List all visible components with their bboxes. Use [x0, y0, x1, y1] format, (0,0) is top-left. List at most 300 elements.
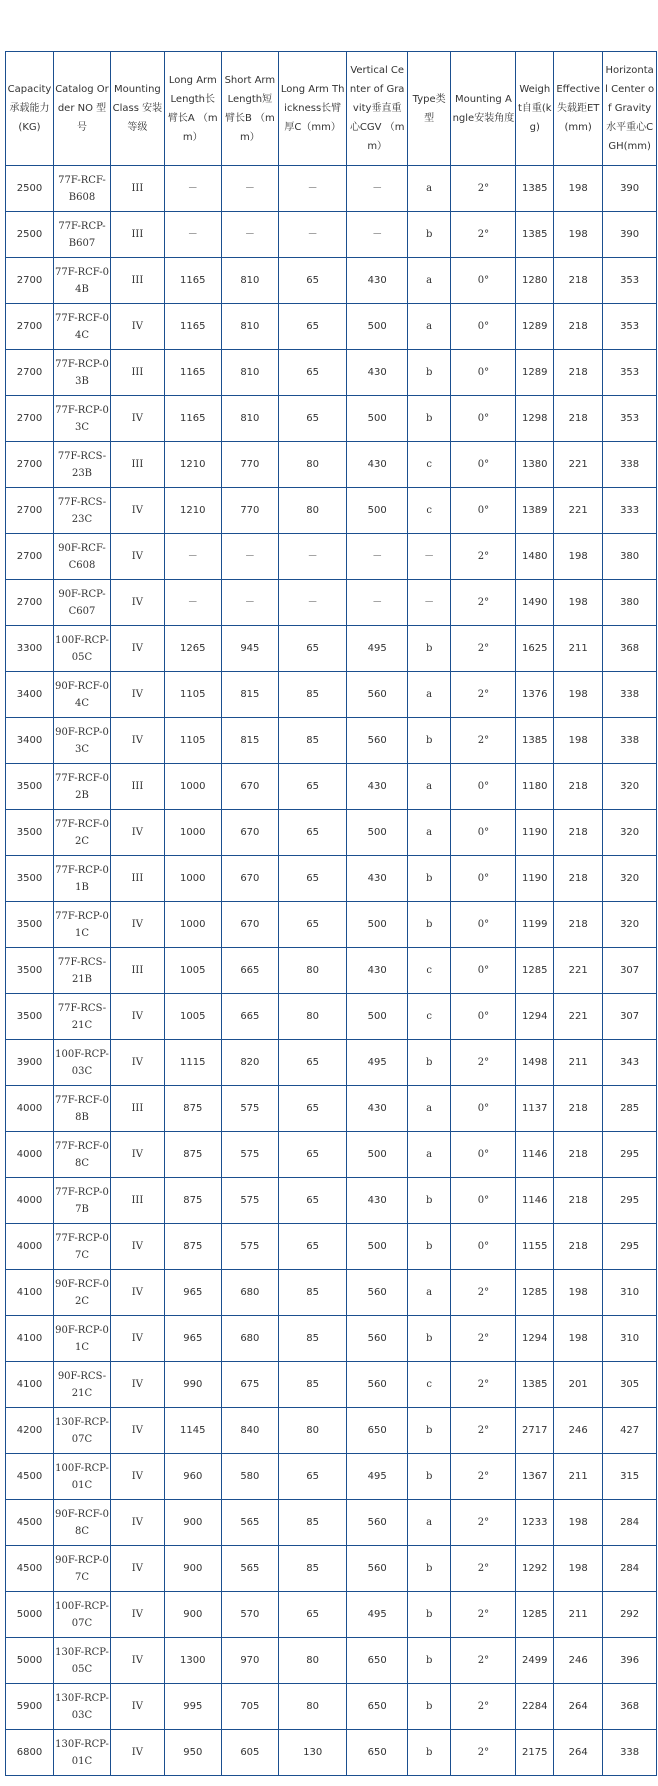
cell-vertical-cog: 560: [347, 718, 408, 764]
table-row: [6, 856, 657, 902]
cell-weight: 1385: [516, 166, 554, 212]
cell-weight: 2717: [516, 1408, 554, 1454]
cell-mounting-class: III: [111, 948, 165, 994]
cell-mounting-class: IV: [111, 672, 165, 718]
cell-type: b: [407, 1040, 450, 1086]
cell-mounting-angle: 0°: [451, 1178, 516, 1224]
cell-mounting-angle: 2°: [451, 626, 516, 672]
cell-effective-et: 198: [554, 1316, 603, 1362]
cell-horizontal-cog: 343: [603, 1040, 657, 1086]
cell-type: a: [407, 672, 450, 718]
cell-catalog-order-no: 100F-RCP-05C: [53, 626, 110, 672]
cell-mounting-class: IV: [111, 1316, 165, 1362]
cell-long-arm-length: －: [164, 212, 221, 258]
cell-catalog-order-no: 77F-RCF-04B: [53, 258, 110, 304]
table-row: [6, 1638, 657, 1684]
cell-mounting-class: IV: [111, 1454, 165, 1500]
cell-long-arm-thickness: 65: [278, 1040, 347, 1086]
cell-effective-et: 198: [554, 580, 603, 626]
cell-vertical-cog: 560: [347, 1316, 408, 1362]
cell-mounting-class: IV: [111, 534, 165, 580]
cell-catalog-order-no: 100F-RCP-01C: [53, 1454, 110, 1500]
cell-mounting-angle: 0°: [451, 442, 516, 488]
cell-effective-et: 198: [554, 212, 603, 258]
cell-short-arm-length: －: [221, 166, 278, 212]
cell-short-arm-length: 675: [221, 1362, 278, 1408]
cell-short-arm-length: 680: [221, 1270, 278, 1316]
table-row: [6, 626, 657, 672]
cell-type: b: [407, 1454, 450, 1500]
cell-effective-et: 211: [554, 1040, 603, 1086]
cell-short-arm-length: 680: [221, 1316, 278, 1362]
cell-catalog-order-no: 77F-RCF-B608: [53, 166, 110, 212]
table-row: [6, 1362, 657, 1408]
cell-long-arm-length: －: [164, 534, 221, 580]
cell-vertical-cog: －: [347, 212, 408, 258]
cell-horizontal-cog: 307: [603, 948, 657, 994]
cell-long-arm-length: 950: [164, 1730, 221, 1776]
cell-mounting-angle: 0°: [451, 856, 516, 902]
cell-effective-et: 218: [554, 258, 603, 304]
cell-mounting-angle: 2°: [451, 212, 516, 258]
table-row: [6, 1040, 657, 1086]
cell-long-arm-length: 1115: [164, 1040, 221, 1086]
cell-weight: 1285: [516, 948, 554, 994]
cell-long-arm-thickness: 65: [278, 1224, 347, 1270]
table-row: [6, 1546, 657, 1592]
cell-horizontal-cog: 333: [603, 488, 657, 534]
cell-mounting-angle: 2°: [451, 1040, 516, 1086]
cell-horizontal-cog: 292: [603, 1592, 657, 1638]
cell-horizontal-cog: 310: [603, 1270, 657, 1316]
cell-short-arm-length: 970: [221, 1638, 278, 1684]
table-row: [6, 580, 657, 626]
cell-long-arm-length: 960: [164, 1454, 221, 1500]
cell-catalog-order-no: 90F-RCF-04C: [53, 672, 110, 718]
cell-type: a: [407, 258, 450, 304]
cell-long-arm-thickness: 65: [278, 1086, 347, 1132]
cell-capacity: 4100: [6, 1270, 54, 1316]
cell-capacity: 2700: [6, 580, 54, 626]
cell-long-arm-thickness: 65: [278, 626, 347, 672]
cell-weight: 1376: [516, 672, 554, 718]
cell-mounting-class: IV: [111, 718, 165, 764]
cell-mounting-angle: 0°: [451, 396, 516, 442]
cell-type: b: [407, 1224, 450, 1270]
cell-horizontal-cog: 320: [603, 856, 657, 902]
cell-type: a: [407, 1086, 450, 1132]
cell-effective-et: 218: [554, 856, 603, 902]
cell-capacity: 4000: [6, 1178, 54, 1224]
header-mounting-angle: Mounting Angle安装角度: [451, 52, 516, 166]
cell-type: b: [407, 1592, 450, 1638]
cell-catalog-order-no: 77F-RCF-02B: [53, 764, 110, 810]
cell-mounting-angle: 2°: [451, 1592, 516, 1638]
cell-horizontal-cog: 390: [603, 212, 657, 258]
table-row: [6, 810, 657, 856]
cell-type: －: [407, 580, 450, 626]
cell-effective-et: 211: [554, 1454, 603, 1500]
cell-horizontal-cog: 353: [603, 350, 657, 396]
cell-vertical-cog: －: [347, 166, 408, 212]
cell-horizontal-cog: 338: [603, 442, 657, 488]
cell-long-arm-thickness: 85: [278, 1546, 347, 1592]
cell-type: b: [407, 1638, 450, 1684]
cell-capacity: 3500: [6, 948, 54, 994]
cell-catalog-order-no: 77F-RCS-23B: [53, 442, 110, 488]
cell-type: b: [407, 1178, 450, 1224]
cell-short-arm-length: 815: [221, 672, 278, 718]
table-row: [6, 1592, 657, 1638]
cell-horizontal-cog: 338: [603, 718, 657, 764]
cell-mounting-class: IV: [111, 1362, 165, 1408]
cell-long-arm-length: 990: [164, 1362, 221, 1408]
cell-effective-et: 218: [554, 1224, 603, 1270]
cell-capacity: 2700: [6, 258, 54, 304]
cell-long-arm-thickness: 85: [278, 1316, 347, 1362]
cell-long-arm-thickness: 65: [278, 1454, 347, 1500]
cell-type: a: [407, 764, 450, 810]
table-row: [6, 902, 657, 948]
cell-type: c: [407, 994, 450, 1040]
cell-effective-et: 218: [554, 1132, 603, 1178]
cell-weight: 1180: [516, 764, 554, 810]
cell-mounting-class: IV: [111, 580, 165, 626]
cell-vertical-cog: 430: [347, 1086, 408, 1132]
cell-mounting-class: III: [111, 1178, 165, 1224]
cell-long-arm-length: 875: [164, 1224, 221, 1270]
cell-effective-et: 218: [554, 1178, 603, 1224]
cell-mounting-class: IV: [111, 1684, 165, 1730]
cell-weight: 1367: [516, 1454, 554, 1500]
table-row: [6, 1684, 657, 1730]
cell-catalog-order-no: 130F-RCP-03C: [53, 1684, 110, 1730]
cell-short-arm-length: 810: [221, 350, 278, 396]
cell-long-arm-thickness: 65: [278, 1132, 347, 1178]
cell-mounting-class: IV: [111, 304, 165, 350]
cell-long-arm-length: 1165: [164, 258, 221, 304]
cell-long-arm-thickness: 65: [278, 764, 347, 810]
cell-long-arm-thickness: 65: [278, 350, 347, 396]
cell-capacity: 2500: [6, 166, 54, 212]
cell-mounting-angle: 0°: [451, 764, 516, 810]
cell-catalog-order-no: 130F-RCP-07C: [53, 1408, 110, 1454]
cell-capacity: 2700: [6, 488, 54, 534]
cell-long-arm-thickness: －: [278, 580, 347, 626]
cell-mounting-class: III: [111, 442, 165, 488]
cell-catalog-order-no: 77F-RCS-23C: [53, 488, 110, 534]
cell-mounting-class: III: [111, 764, 165, 810]
cell-long-arm-length: 1210: [164, 488, 221, 534]
cell-catalog-order-no: 77F-RCP-03C: [53, 396, 110, 442]
cell-weight: 1137: [516, 1086, 554, 1132]
table-row: [6, 672, 657, 718]
cell-mounting-angle: 0°: [451, 902, 516, 948]
cell-effective-et: 221: [554, 994, 603, 1040]
cell-mounting-angle: 2°: [451, 672, 516, 718]
cell-catalog-order-no: 77F-RCP-07C: [53, 1224, 110, 1270]
table-row: [6, 1316, 657, 1362]
cell-mounting-angle: 0°: [451, 948, 516, 994]
cell-capacity: 2700: [6, 442, 54, 488]
header-type: Type类型: [407, 52, 450, 166]
cell-mounting-angle: 2°: [451, 1454, 516, 1500]
cell-mounting-class: IV: [111, 396, 165, 442]
cell-long-arm-length: 1165: [164, 396, 221, 442]
cell-vertical-cog: 500: [347, 810, 408, 856]
cell-long-arm-thickness: 85: [278, 1362, 347, 1408]
cell-effective-et: 211: [554, 626, 603, 672]
cell-vertical-cog: 430: [347, 856, 408, 902]
cell-effective-et: 198: [554, 1500, 603, 1546]
cell-type: b: [407, 1316, 450, 1362]
cell-vertical-cog: 560: [347, 1270, 408, 1316]
cell-weight: 1146: [516, 1178, 554, 1224]
cell-mounting-class: IV: [111, 1638, 165, 1684]
cell-horizontal-cog: 338: [603, 672, 657, 718]
cell-type: a: [407, 810, 450, 856]
cell-effective-et: 264: [554, 1730, 603, 1776]
cell-capacity: 6800: [6, 1730, 54, 1776]
cell-vertical-cog: 495: [347, 626, 408, 672]
cell-long-arm-length: 1145: [164, 1408, 221, 1454]
cell-capacity: 2700: [6, 396, 54, 442]
cell-catalog-order-no: 77F-RCP-01B: [53, 856, 110, 902]
cell-capacity: 3500: [6, 994, 54, 1040]
cell-long-arm-length: 900: [164, 1500, 221, 1546]
cell-type: b: [407, 396, 450, 442]
cell-short-arm-length: 705: [221, 1684, 278, 1730]
cell-weight: 1155: [516, 1224, 554, 1270]
cell-mounting-class: IV: [111, 488, 165, 534]
cell-long-arm-length: －: [164, 580, 221, 626]
cell-mounting-class: IV: [111, 1270, 165, 1316]
cell-short-arm-length: 670: [221, 810, 278, 856]
cell-long-arm-length: 1000: [164, 902, 221, 948]
cell-vertical-cog: 495: [347, 1454, 408, 1500]
cell-capacity: 4500: [6, 1500, 54, 1546]
cell-short-arm-length: 810: [221, 396, 278, 442]
cell-mounting-angle: 2°: [451, 580, 516, 626]
cell-catalog-order-no: 90F-RCF-02C: [53, 1270, 110, 1316]
cell-vertical-cog: 650: [347, 1408, 408, 1454]
cell-short-arm-length: 670: [221, 902, 278, 948]
cell-mounting-class: IV: [111, 1730, 165, 1776]
cell-long-arm-thickness: 80: [278, 442, 347, 488]
cell-long-arm-thickness: 65: [278, 304, 347, 350]
cell-type: a: [407, 1500, 450, 1546]
cell-effective-et: 218: [554, 350, 603, 396]
cell-catalog-order-no: 77F-RCP-03B: [53, 350, 110, 396]
cell-long-arm-length: 1005: [164, 994, 221, 1040]
cell-mounting-class: IV: [111, 1500, 165, 1546]
cell-weight: 1385: [516, 1362, 554, 1408]
cell-catalog-order-no: 77F-RCF-08C: [53, 1132, 110, 1178]
cell-effective-et: 218: [554, 1086, 603, 1132]
cell-capacity: 4200: [6, 1408, 54, 1454]
cell-effective-et: 221: [554, 488, 603, 534]
cell-short-arm-length: 840: [221, 1408, 278, 1454]
cell-long-arm-length: 1300: [164, 1638, 221, 1684]
cell-mounting-angle: 2°: [451, 1270, 516, 1316]
header-horizontal-cog: Horizontal Center of Gravity水平重心CGH(mm): [603, 52, 657, 166]
cell-weight: 1285: [516, 1592, 554, 1638]
table-row: [6, 1086, 657, 1132]
table-row: [6, 948, 657, 994]
cell-effective-et: 246: [554, 1638, 603, 1684]
cell-weight: 1292: [516, 1546, 554, 1592]
cell-catalog-order-no: 100F-RCP-03C: [53, 1040, 110, 1086]
cell-horizontal-cog: 310: [603, 1316, 657, 1362]
cell-long-arm-thickness: 80: [278, 488, 347, 534]
cell-type: b: [407, 626, 450, 672]
cell-catalog-order-no: 90F-RCP-07C: [53, 1546, 110, 1592]
cell-capacity: 5000: [6, 1592, 54, 1638]
cell-weight: 1389: [516, 488, 554, 534]
cell-long-arm-thickness: 65: [278, 810, 347, 856]
cell-long-arm-length: 900: [164, 1592, 221, 1638]
header-row: [6, 52, 657, 166]
cell-weight: 1280: [516, 258, 554, 304]
table-row: [6, 488, 657, 534]
cell-weight: 2499: [516, 1638, 554, 1684]
cell-mounting-class: IV: [111, 994, 165, 1040]
cell-mounting-angle: 0°: [451, 1086, 516, 1132]
cell-catalog-order-no: 100F-RCP-07C: [53, 1592, 110, 1638]
cell-weight: 1289: [516, 304, 554, 350]
header-long-arm-length: Long Arm Length长臂长A （mm）: [164, 52, 221, 166]
cell-effective-et: 198: [554, 1270, 603, 1316]
cell-capacity: 3400: [6, 718, 54, 764]
cell-short-arm-length: 810: [221, 304, 278, 350]
cell-mounting-angle: 2°: [451, 1730, 516, 1776]
cell-effective-et: 221: [554, 442, 603, 488]
cell-effective-et: 264: [554, 1684, 603, 1730]
cell-capacity: 4500: [6, 1454, 54, 1500]
cell-type: b: [407, 718, 450, 764]
cell-horizontal-cog: 315: [603, 1454, 657, 1500]
cell-mounting-angle: 0°: [451, 810, 516, 856]
cell-catalog-order-no: 77F-RCP-07B: [53, 1178, 110, 1224]
cell-capacity: 4000: [6, 1086, 54, 1132]
cell-mounting-angle: 0°: [451, 1224, 516, 1270]
cell-long-arm-length: 1000: [164, 810, 221, 856]
cell-long-arm-length: 1265: [164, 626, 221, 672]
cell-weight: 1289: [516, 350, 554, 396]
cell-short-arm-length: 565: [221, 1546, 278, 1592]
cell-weight: 1294: [516, 994, 554, 1040]
cell-weight: 1498: [516, 1040, 554, 1086]
header-weight: Weight自重(kg): [516, 52, 554, 166]
cell-effective-et: 221: [554, 948, 603, 994]
header-long-arm-thickness: Long Arm Thickness长臂厚C（mm）: [278, 52, 347, 166]
cell-short-arm-length: 770: [221, 488, 278, 534]
cell-mounting-angle: 2°: [451, 166, 516, 212]
cell-weight: 2284: [516, 1684, 554, 1730]
cell-mounting-class: IV: [111, 626, 165, 672]
cell-weight: 1233: [516, 1500, 554, 1546]
cell-long-arm-length: 965: [164, 1270, 221, 1316]
cell-weight: 1146: [516, 1132, 554, 1178]
table-row: [6, 350, 657, 396]
cell-short-arm-length: 820: [221, 1040, 278, 1086]
cell-vertical-cog: 430: [347, 350, 408, 396]
header-effective-et: Effective 失载距ET(mm): [554, 52, 603, 166]
cell-horizontal-cog: 284: [603, 1500, 657, 1546]
spec-table: [5, 51, 657, 1776]
table-row: [6, 1178, 657, 1224]
cell-mounting-class: IV: [111, 902, 165, 948]
cell-catalog-order-no: 90F-RCF-C608: [53, 534, 110, 580]
cell-long-arm-length: 1165: [164, 350, 221, 396]
cell-weight: 1190: [516, 856, 554, 902]
cell-mounting-angle: 2°: [451, 718, 516, 764]
table-row: [6, 442, 657, 488]
cell-capacity: 3500: [6, 856, 54, 902]
cell-type: a: [407, 166, 450, 212]
cell-long-arm-thickness: 80: [278, 1408, 347, 1454]
cell-effective-et: 218: [554, 810, 603, 856]
cell-effective-et: 218: [554, 304, 603, 350]
cell-catalog-order-no: 77F-RCF-02C: [53, 810, 110, 856]
cell-capacity: 3300: [6, 626, 54, 672]
cell-long-arm-length: 1210: [164, 442, 221, 488]
cell-catalog-order-no: 77F-RCP-01C: [53, 902, 110, 948]
cell-catalog-order-no: 77F-RCP-B607: [53, 212, 110, 258]
cell-weight: 1625: [516, 626, 554, 672]
cell-mounting-angle: 0°: [451, 488, 516, 534]
cell-short-arm-length: 810: [221, 258, 278, 304]
cell-weight: 2175: [516, 1730, 554, 1776]
cell-long-arm-thickness: 85: [278, 1270, 347, 1316]
cell-short-arm-length: 575: [221, 1086, 278, 1132]
cell-catalog-order-no: 77F-RCS-21B: [53, 948, 110, 994]
cell-short-arm-length: 565: [221, 1500, 278, 1546]
cell-catalog-order-no: 90F-RCP-C607: [53, 580, 110, 626]
cell-effective-et: 198: [554, 534, 603, 580]
cell-type: b: [407, 1546, 450, 1592]
cell-horizontal-cog: 353: [603, 304, 657, 350]
table-row: [6, 718, 657, 764]
cell-weight: 1385: [516, 718, 554, 764]
cell-type: b: [407, 350, 450, 396]
cell-mounting-angle: 0°: [451, 994, 516, 1040]
cell-vertical-cog: －: [347, 580, 408, 626]
cell-weight: 1490: [516, 580, 554, 626]
cell-horizontal-cog: 353: [603, 396, 657, 442]
cell-capacity: 4000: [6, 1224, 54, 1270]
cell-long-arm-length: 965: [164, 1316, 221, 1362]
cell-catalog-order-no: 90F-RCF-08C: [53, 1500, 110, 1546]
cell-short-arm-length: 815: [221, 718, 278, 764]
cell-long-arm-length: －: [164, 166, 221, 212]
cell-vertical-cog: 500: [347, 1224, 408, 1270]
cell-horizontal-cog: 390: [603, 166, 657, 212]
cell-vertical-cog: 650: [347, 1730, 408, 1776]
cell-catalog-order-no: 90F-RCS-21C: [53, 1362, 110, 1408]
cell-capacity: 3500: [6, 810, 54, 856]
cell-horizontal-cog: 307: [603, 994, 657, 1040]
cell-horizontal-cog: 368: [603, 1684, 657, 1730]
cell-long-arm-length: 900: [164, 1546, 221, 1592]
table-row: [6, 1408, 657, 1454]
cell-long-arm-thickness: 80: [278, 994, 347, 1040]
cell-capacity: 4500: [6, 1546, 54, 1592]
cell-effective-et: 201: [554, 1362, 603, 1408]
header-catalog-order-no: Catalog Order NO 型号: [53, 52, 110, 166]
cell-mounting-class: IV: [111, 1224, 165, 1270]
cell-type: c: [407, 948, 450, 994]
